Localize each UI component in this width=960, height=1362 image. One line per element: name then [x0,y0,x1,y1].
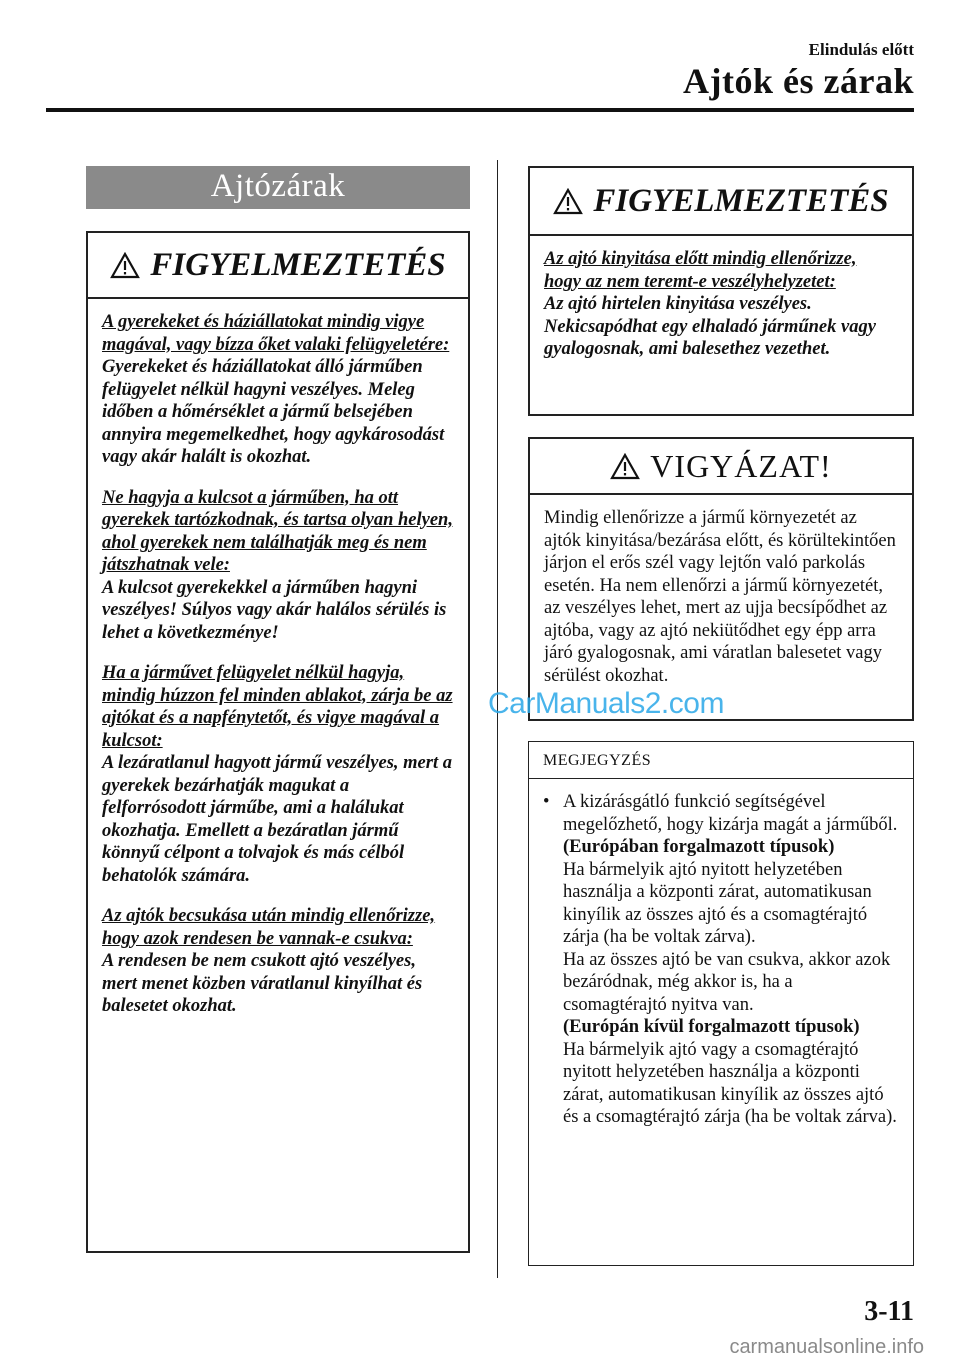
watermark: CarManuals2.com [488,687,724,720]
page-number: 3-11 [864,1296,914,1327]
footer-watermark: carmanualsonline.info [729,1336,924,1358]
warning-heading: Ne hagyja a kulcsot a járműben, ha ott gyerekek tartózkodnak, és tartsa olyan helyen, ahol gyerekek nem találhatják meg és nem játszhatnak vele: [102,487,453,575]
note-item [543,791,899,1129]
note-body [529,779,913,1139]
caution-header [530,439,912,495]
warning-header [530,168,912,236]
chapter-label: Elindulás előtt [808,40,914,59]
warning-paragraph [102,487,454,645]
warning-text: Az ajtó hirtelen kinyitása veszélyes. Nekicsapódhat egy elhaladó járműnek vagy gyalogosnak, ami balesethez vezethet. [544,294,876,359]
note-non-eu-text: Ha bármelyik ajtó vagy a csomagtérajtó nyitott helyzetében használja a központi zárat, automatikusan kinyílik az összes ajtó és a csomagtérajtó zárja (ha be voltak zárva). [563,1039,897,1127]
warning-text: A kulcsot gyerekekkel a járműben hagyni veszélyes! Súlyos vagy akár halálos sérülés is lehet a következménye! [102,577,447,643]
note-content [563,791,899,1129]
warning-label: FIGYELMEZTETÉS [150,246,446,283]
warning-heading: A gyerekeket és háziállatokat mindig vigye magával, vagy bízza őket valaki felügyeletére: [102,312,450,355]
page-header-title: Ajtók és zárak [683,61,914,101]
caution-label: VIGYÁZAT! [650,447,832,484]
warning-heading: Ha a járművet felügyelet nélkül hagyja, mindig húzzon fel minden ablakot, zárja be az ajtókat és a napfénytetőt, és vigye magával a kulcsot: [102,663,453,751]
warning-text: Gyerekeket és háziállatokat álló járműben felügyelet nélkül hagyni veszélyes. Meleg időben a hőmérséklet a jármű belsejében annyira megemelkedhet, hogy agykárosodást vagy akár halált is okozhat. [102,357,445,467]
warning-body [88,299,468,1028]
note-box [528,741,914,1266]
header-rule [46,108,914,112]
note-header: MEGJEGYZÉS [529,742,913,779]
warning-heading: Az ajtók becsukása után mindig ellenőrizze, hogy azok rendesen be vannak-e csukva: [102,906,436,949]
warning-triangle-icon [553,188,583,215]
warning-body [530,236,912,371]
warning-triangle-icon [110,252,140,279]
warning-heading: Az ajtó kinyitása előtt mindig ellenőrizze, hogy az nem teremt-e veszélyhelyzetet: [544,249,857,292]
note-eu-text-2: Ha az összes ajtó be van csukva, akkor azok bezáródnak, még akkor is, ha a csomagtérajtó nyitva van. [563,949,891,1015]
warning-paragraph [544,248,898,361]
warning-paragraph [102,905,454,1018]
warning-paragraph [102,662,454,887]
warning-text: A rendesen be nem csukott ajtó veszélyes, mert menet közben váratlanul kinyílhat és balesetet okozhat. [102,951,423,1016]
note-eu-text-1: Ha bármelyik ajtó nyitott helyzetében használja a központi zárat, automatikusan kinyílik az összes ajtó és a csomagtérajtó zárja (ha be voltak zárva). [563,859,872,947]
warning-text: A lezáratlanul hagyott jármű veszélyes, mert a gyerekek bezárhatják magukat a felforrósodott járműbe, ami a halálukat okozhatja. Emellett a bezáratlan jármű könnyű célpont a tolvajok és más célból behatolók számára. [102,753,452,886]
warning-paragraph [102,311,454,469]
warning-header [88,233,468,299]
caution-body: Mindig ellenőrizze a jármű környezetét az ajtók kinyitása/bezárása előtt, és körültekintően járjon el erős szél vagy lejtőn való parkolás esetén. Ha nem ellenőrzi a jármű környezetét, az veszélyes lehet, mert az ujja becsípődhet az ajtóba, vagy az ajtó nekiütődhet egy épp arra járó gyalogosnak, ami váratlan balesetet vagy sérülést okozhat. [544,508,896,686]
bullet: • [543,792,550,812]
section-banner: Ajtózárak [86,166,470,209]
warning-box-right [528,166,914,416]
note-intro: A kizárásgátló funkció segítségével megelőzhető, hogy kizárja magát a járműből. [563,792,898,835]
note-eu-heading: (Európában forgalmazott típusok) [563,837,835,857]
warning-triangle-icon [610,453,640,480]
warning-box-left [86,231,470,1253]
caution-box [528,437,914,721]
note-non-eu-heading: (Európán kívül forgalmazott típusok) [563,1017,860,1037]
warning-label: FIGYELMEZTETÉS [593,182,889,219]
